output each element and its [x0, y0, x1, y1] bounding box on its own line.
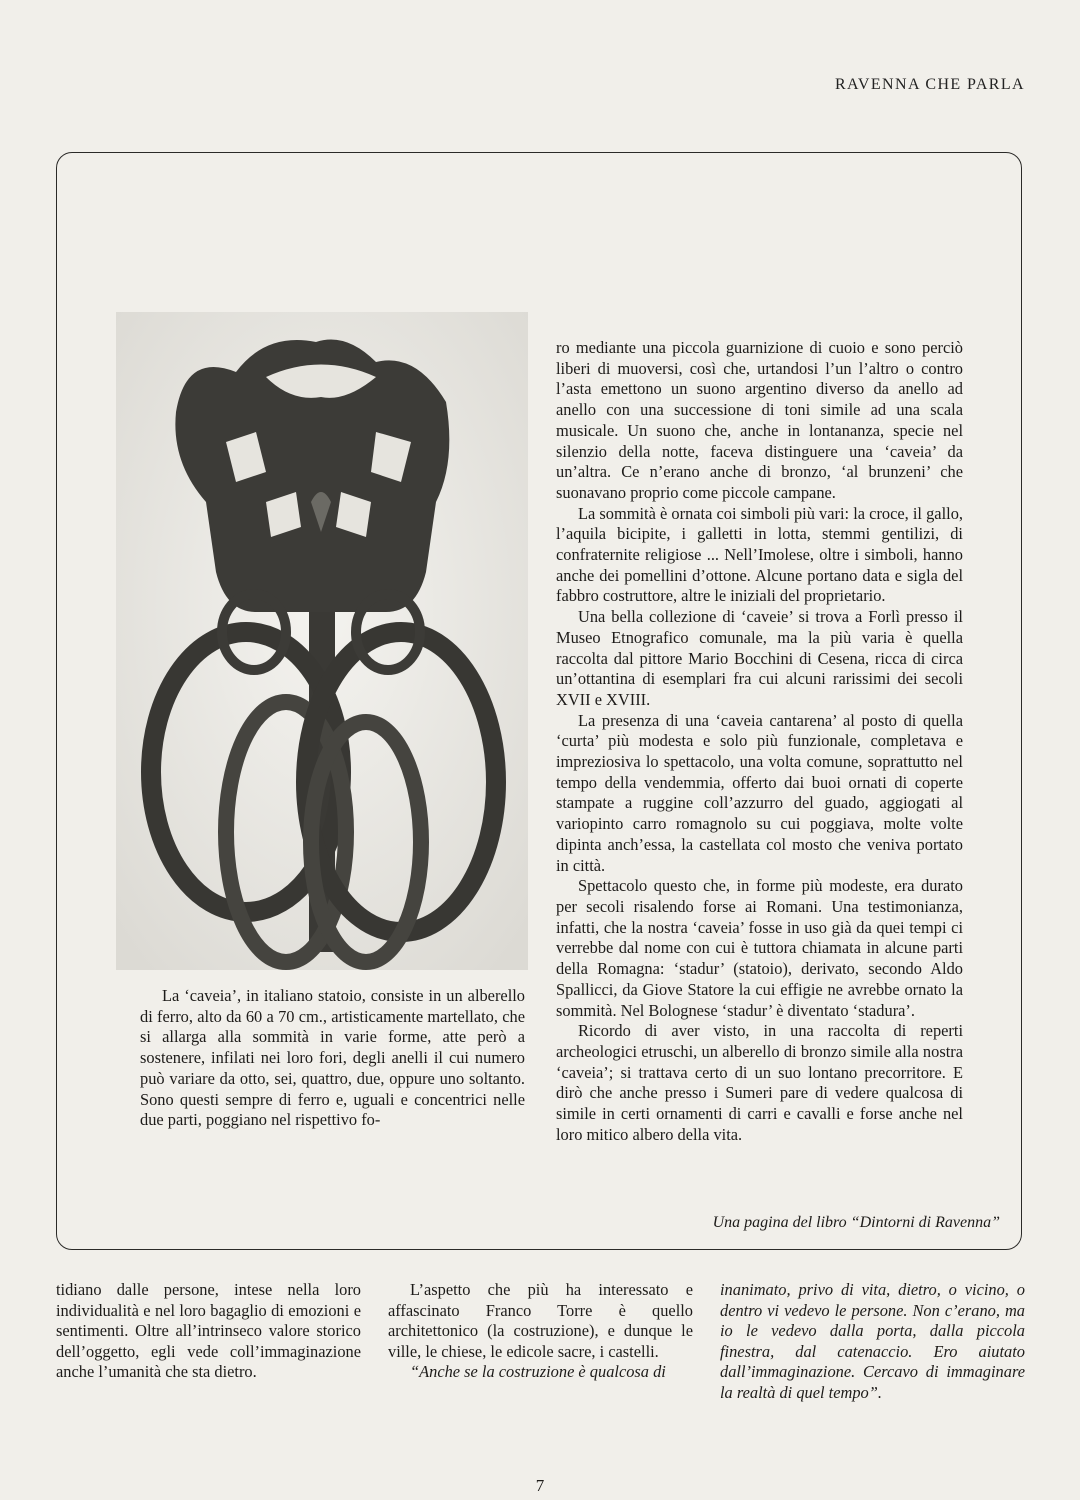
bottom-col1-text: tidiano dalle persone, intese nella loro individualità e nel loro bagaglio di emozioni e sentimenti. Oltre all’intrinseco valore storico dell’oggetto, egli vede coll’immaginazione anche l’umanità che sta dietro.	[56, 1280, 361, 1382]
bottom-col3-text: inanimato, privo di vita, dietro, o vicino, o dentro vi vedevo le persone. Non c’erano, ma io le vedevo dalla porta, dalla piccola finestra, dal catenaccio. Ero aiutato dall’immaginazione. Cercavo di immaginare la realtà di quel tempo”.	[720, 1280, 1025, 1402]
bottom-column-2	[388, 1280, 693, 1383]
figure-caption: Una pagina del libro “Dintorni di Ravenna”	[712, 1214, 1000, 1231]
figure-right-text	[556, 338, 963, 1145]
figure-left-paragraph: La ‘caveia’, in italiano statoio, consiste in un alberello di ferro, alto da 60 a 70 cm., artisticamente martellato, che si allarga alla sommità in varie forme, atte però a sostenere, infilati nei loro fori, degli anelli il cui numero può variare da otto, sei, quattro, due, oppure uno soltanto. Sono questi sempre di ferro e, uguali e concentrici nelle due parti, poggiano nel rispettivo fo-	[140, 986, 525, 1130]
figure-right-paragraph-3: Una bella collezione di ‘caveie’ si trova a Forlì presso il Museo Etnografico comunale, ma la più varia è quella raccolta dal pittore Mario Bocchini di Cesena, ricca di circa un’ottantina di esemplari fra cui alcuni rarissimi dei secoli XVII e XVIII.	[556, 607, 963, 709]
caveia-photo	[116, 312, 528, 970]
bottom-col2-paragraph: L’aspetto che più ha interessato e affascinato Franco Torre è quello architettonico (la costruzione), e dunque le ville, le chiese, le edicole sacre, i castelli.	[388, 1280, 693, 1361]
bottom-col2-quote: “Anche se la costruzione è qualcosa di	[410, 1362, 666, 1382]
figure-right-paragraph-2: La sommità è ornata coi simboli più vari: la croce, il gallo, l’aquila bicipite, i galletti in lotta, stemmi gentilizi, di confraternite religiose ... Nell’Imolese, oltre i simboli, hanno anche dei pomellini d’ottone. Alcune portano data e sigla del fabbro costruttore, altre le iniziali del proprietario.	[556, 503, 963, 606]
figure-left-text	[140, 986, 525, 1131]
figure-right-paragraph-1: ro mediante una piccola guarnizione di cuoio e sono perciò liberi di muoversi, così che, urtandosi l’un l’altro o contro l’asta emettono un suono argentino diverso da anello ad anello con una successione di toni simile ad una scala musicale. Un suono che, anche in lontananza, specie nel silenzio della notte, faceva distinguere una ‘caveia’ da un’altra. Ce n’erano anche di bronzo, ‘al brunzeni’ che suonavano proprio come piccole campane.	[556, 338, 963, 502]
figure-right-paragraph-4: La presenza di una ‘caveia cantarena’ al posto di quella ‘curta’ più modesta e solo più funzionale, completava e impreziosiva lo spettacolo, una volta comune, soprattutto nel tempo della vendemmia, offerto dai buoi ornati di coperte stampate a ruggine coll’azzurro del guado, aggiogati al variopinto carro romagnolo su cui poggiava, molte volte dipinta anch’essa, la castellata col mosto che veniva portato in città.	[556, 710, 963, 875]
figure-right-paragraph-6: Ricordo di aver visto, in una raccolta di reperti archeologici etruschi, un alberello di bronzo simile alla nostra ‘caveia’; si trattava certo di un suo lontano precorritore. E dirò che anche presso i Sumeri pare di vedere qualcosa di simile in certi ornamenti di carri e cavalli e forse anche nel loro mitico albero della vita.	[556, 1021, 963, 1144]
bottom-column-3	[720, 1280, 1025, 1404]
figure-right-paragraph-5: Spettacolo questo che, in forme più modeste, era durato per secoli risalendo forse ai Romani. Una testimonianza, infatti, che la nostra ‘caveia’ fosse in uso già da quei tempi ci verrebbe dal nome con cui è tuttora chiamata in alcune parti della Romagna: ‘stadur’ (statoio), derivato, secondo Aldo Spallicci, da Giove Statore la cui effigie ne avrebbe ornato la sommità. Nel Bolognese ‘stadur’ è diventato ‘stadura’.	[556, 876, 963, 1020]
running-title: RAVENNA CHE PARLA	[834, 76, 1025, 93]
page-number: 7	[535, 1476, 545, 1495]
bottom-column-1	[56, 1280, 361, 1383]
